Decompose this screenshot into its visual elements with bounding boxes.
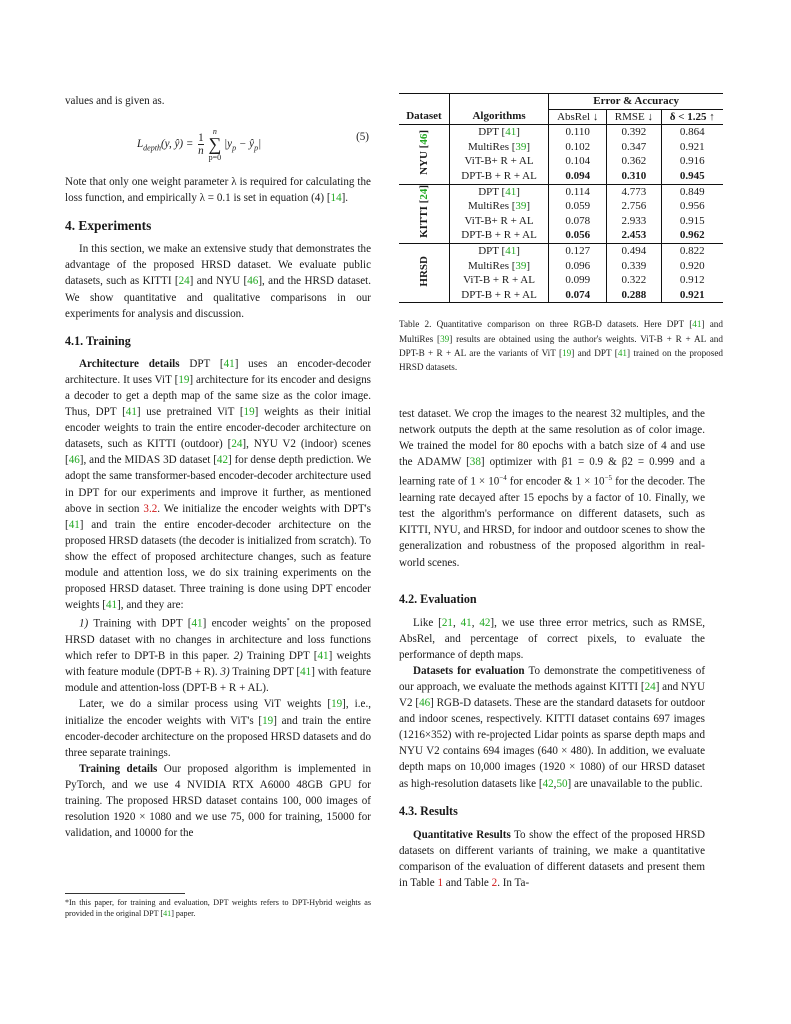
citation-link[interactable]: 19 [331,698,343,711]
footnote: *In this paper, for training and evaluation, DPT weights refers to DPT-Hybrid weights as provided in the original DPT [41] paper. [65,898,371,918]
citation-link[interactable]: 39 [515,200,527,213]
citation-link[interactable]: 41 [300,666,312,679]
absrel-cell: 0.056 [549,228,607,243]
citation-link[interactable]: 41 [223,357,235,370]
table-ref-link[interactable]: 2 [491,876,498,889]
section-title-experiments: 4. Experiments [65,218,152,234]
citation-link[interactable]: 38 [469,456,481,469]
citation-link[interactable]: 41 [460,616,472,629]
algorithm-cell: ViT-B+ R + AL [464,155,534,168]
right-column [399,406,705,891]
equation-number: (5) [356,131,369,144]
citation-link[interactable]: 19 [562,347,572,358]
dataset-label: KITTI [24] [399,184,449,243]
delta-cell: 0.915 [661,214,723,229]
delta-cell: 0.912 [661,273,723,288]
subsection-title-results: 4.3. Results [399,803,458,818]
delta-cell: 0.864 [661,125,723,140]
citation-link[interactable]: 41 [68,518,80,531]
citation-link[interactable]: 41 [191,617,203,630]
rmse-cell: 2.933 [607,214,661,229]
dataset-label: HRSD [399,243,449,302]
citation-link[interactable]: 39 [515,259,527,272]
header-dataset: Dataset [399,109,449,125]
subsection-title-evaluation: 4.2. Evaluation [399,591,477,606]
algorithm-cell: DPT-B + R + AL [461,169,537,182]
delta-cell: 0.916 [661,154,723,169]
footnote-marker[interactable]: * [286,618,290,625]
paragraph-architecture: Architecture details DPT [41] uses an encoder-decoder architecture. It uses ViT [19] architecture for its encoder and designs a decoder to get a depth map of the same size as the color image. Thus, DPT [41] use pretrained ViT [19] weights as their initial encoder weights to train the entire encoder-decoder architecture on datasets, such as KITTI (outdoor) [24], NYU V2 (indoor) scenes [46], and the MIDAS 3D dataset [42] for dense depth prediction. We adopt the same transformer-based encoder-decoder architecture used in DPT for our experiments and improve it further, as mentioned above in section 3.2. We initialize the encoder weights with DPT's [41] and train the entire encoder-decoder architecture on the proposed HRSD datasets (the decoder is initialized from scratch). To show the effect of proposed architecture changes, such as feature module and attention loss, we do six training experiments on the proposed HRSD dataset. Three training is done using DPT encoder weights [41], and they are: [65,357,372,612]
citation-link[interactable]: 41 [505,126,517,139]
citation-link[interactable]: 19 [243,406,255,419]
citation-link[interactable]: 41 [692,319,702,330]
equation-body: $L_{depth}(y$, ŷ) = $\frac{1}{n}$ n ∑ p=0 $|y_p$ − $ŷ_p|$ [137,127,262,163]
absrel-cell: 0.059 [549,199,607,214]
citation-link[interactable]: 21 [441,616,453,629]
citation-link[interactable]: 42 [479,616,491,629]
algorithm-cell: DPT [41] [478,126,520,139]
paragraph-quantitative-results: Quantitative Results To show the effect of the proposed HRSD datasets on different variants of training, we make a quantitative comparison of the evaluation of different datasets and present them in Table 1 and Table 2. In Ta- [399,828,706,889]
absrel-cell: 0.099 [549,273,607,288]
header-error-accuracy: Error & Accuracy [549,94,723,110]
algorithm-cell: DPT-B + R + AL [461,288,537,301]
rmse-cell: 0.288 [607,288,661,303]
delta-cell: 0.962 [661,228,723,243]
citation-link[interactable]: 19 [262,714,274,727]
delta-cell: 0.920 [661,259,723,274]
citation-link[interactable]: 24 [417,188,430,200]
delta-cell: 0.849 [661,184,723,199]
table-row [399,184,723,199]
absrel-cell: 0.110 [549,125,607,140]
citation-link[interactable]: 39 [440,333,450,344]
rmse-cell: 0.362 [607,154,661,169]
algorithm-cell: MultiRes [39] [468,259,531,272]
table-row [399,125,723,140]
header-rmse: RMSE ↓ [607,109,661,125]
rmse-cell: 2.453 [607,228,661,243]
citation-link[interactable]: 24 [231,438,243,451]
footnote-divider [65,893,185,894]
paragraph-evaluation: Like [21, 41, 42], we use three error metrics, such as RMSE, AbsRel, and percentage of correct pixels, to evaluate the performance of depth maps. [399,616,706,661]
left-column [65,93,371,841]
absrel-cell: 0.078 [549,214,607,229]
delta-cell: 0.945 [661,169,723,184]
citation-link[interactable]: 46 [247,275,259,288]
paragraph-vit-weights: Later, we do a similar process using ViT weights [19], i.e., initialize the encoder weights with ViT's [19] and train the entire encoder-decoder architecture on the proposed HRSD datasets and do three separate trainings. [65,698,371,759]
paragraph-weight-param: Note that only one weight parameter λ is required for calculating the loss function, and empirically λ = 0.1 is set in equation (4) [14]. [65,176,371,205]
equation-5 [65,109,371,167]
results-table [399,93,723,374]
delta-cell: 0.822 [661,243,723,258]
paragraph-training-setup: test dataset. We crop the images to the nearest 32 multiples, and the network outputs the depth at the same resolution as of color image. We trained the model for 80 epochs with a batch size of 4 and use the ADAMW [38] optimizer with β1 = 0.9 & β2 = 0.999 and a learning rate of $1 \times 10^{-4}$ for encoder & $1 \times 10^{-5}$ for the decoder. The learning rate decayed after 15 epochs by a factor of 10. Finally, we test the algorithm's performance on different datasets, such as KITTI, NYU, and HRSD, for indoor and outdoor scenes to show the generalization and robustness of the proposed algorithm in real-world scenes. [399,408,706,569]
rmse-cell: 0.339 [607,259,661,274]
rmse-cell: 0.322 [607,273,661,288]
table-ref-link[interactable]: 1 [437,876,444,889]
citation-link[interactable]: 41 [105,599,118,612]
rmse-cell: 4.773 [607,184,661,199]
citation-link[interactable]: 41 [317,650,329,663]
algorithm-cell: DPT-B + R + AL [461,229,537,242]
delta-cell: 0.921 [661,140,723,155]
citation-link[interactable]: 42 [542,777,554,790]
rmse-cell: 0.310 [607,169,661,184]
absrel-cell: 0.074 [549,288,607,303]
table-row [399,243,723,258]
citation-link[interactable]: 42 [216,454,229,467]
header-absrel: AbsRel ↓ [549,109,607,125]
citation-link[interactable]: 41 [163,909,172,918]
subsection-title-training: 4.1. Training [65,333,131,348]
paragraph-training-details: Training details Our proposed algorithm is implemented in PyTorch, and we use 4 NVIDIA RTX A6000 48GB GPU for training. The proposed HRSD dataset contains 100, 000 images of resolution 1920 × 1080 and we use 75, 000 for training, 15000 for validation, and 10000 for the [65,762,371,840]
citation-link[interactable]: 50 [556,777,568,790]
citation-link[interactable]: 41 [617,347,628,358]
absrel-cell: 0.104 [549,154,607,169]
rmse-cell: 0.347 [607,140,661,155]
paragraph-experiments-intro: In this section, we make an extensive study that demonstrates the advantage of the proposed HRSD dataset. We evaluate public datasets, such as KITTI [24] and NYU [46], and the HRSD dataset. We show quantitative and qualitative comparisons in our experiments for analysis and discussion. [65,243,371,320]
citation-link[interactable]: 46 [68,454,80,467]
citation-link[interactable]: 24 [178,275,190,288]
table-caption: Table 2. Quantitative comparison on three RGB-D datasets. Here DPT [41] and MultiRes [39] results are obtained using the author's weights. ViT-B + R + AL and DPT-B + R + AL are the variants of ViT [19] and DPT [41] trained on the proposed HRSD datasets. [399,319,723,372]
absrel-cell: 0.127 [549,243,607,258]
rmse-cell: 2.756 [607,199,661,214]
absrel-cell: 0.102 [549,140,607,155]
algorithm-cell: DPT [41] [478,244,520,257]
absrel-cell: 0.096 [549,259,607,274]
delta-cell: 0.921 [661,288,723,303]
citation-link[interactable]: 39 [515,140,527,153]
rmse-cell: 0.494 [607,243,661,258]
paragraph-training-list: 1) Training with DPT [41] encoder weights* on the proposed HRSD dataset with no changes in architecture and loss functions which refer to DPT-B in this paper. 2) Training DPT [41] weights with feature module (DPT-B + R). 3) Training DPT [41] with feature module and attention-loss (DPT-B + R + AL). [65,617,371,695]
citation-link[interactable]: 41 [125,406,137,419]
rmse-cell: 0.392 [607,125,661,140]
algorithm-cell: ViT-B+ R + AL [464,214,534,227]
algorithm-cell: DPT [41] [478,185,520,198]
algorithm-cell: ViT-B + R + AL [463,274,535,287]
citation-link[interactable]: 24 [644,681,656,693]
citation-link[interactable]: 41 [505,244,517,257]
delta-cell: 0.956 [661,199,723,214]
citation-link[interactable]: 46 [417,133,430,145]
citation-link[interactable]: 14 [330,192,342,205]
absrel-cell: 0.114 [549,184,607,199]
paragraph-datasets: Datasets for evaluation To demonstrate the competitiveness of our approach, we evaluate the methods against KITTI [24] and NYU V2 [46] RGB-D datasets. These are the standard datasets for outdoor and indoor scenes, respectively. KITTI dataset contains 697 images (1216×352) with re-projected Lidar points as sparse depth maps and NYU V2 contains 694 images (640 × 480). In addition, we evaluate depth maps on 10,000 images (1920 × 1080) of our HRSD dataset as high-resolution datasets like [42,50] are unavailable to the public. [399,664,706,790]
citation-link[interactable]: 19 [178,373,190,386]
header-algorithms: Algorithms [472,110,526,123]
algorithm-cell: MultiRes [39] [468,200,531,213]
absrel-cell: 0.094 [549,169,607,184]
header-delta: δ < 1.25 ↑ [661,109,723,125]
algorithm-cell: MultiRes [39] [468,140,531,153]
intro-text: values and is given as. [65,95,165,107]
citation-link[interactable]: 41 [505,185,517,198]
dataset-label: NYU [46] [399,125,449,184]
citation-link[interactable]: 46 [419,697,431,710]
section-ref-link[interactable]: 3.2 [143,502,158,515]
